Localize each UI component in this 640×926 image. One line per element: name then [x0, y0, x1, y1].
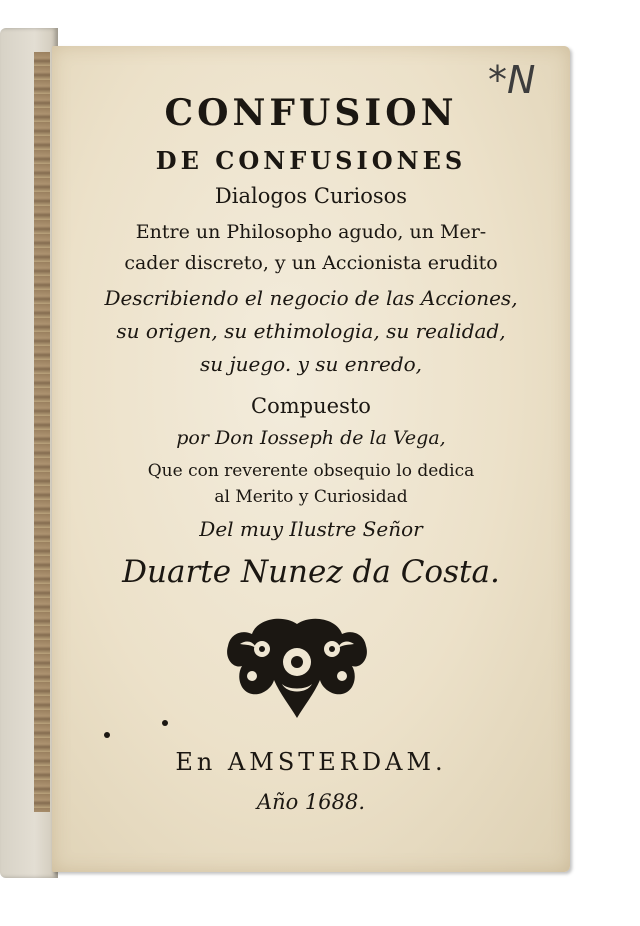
- subtitle-line: Dialogos Curiosos: [214, 184, 408, 208]
- text-line-5: cader discreto, y un Accionista erudito: [124, 252, 498, 274]
- printers-ornament-icon: [222, 614, 372, 724]
- dedicatee-intro: Del muy Ilustre Señor: [199, 517, 423, 541]
- title-line-1: CONFUSION: [164, 92, 458, 134]
- print-mark-dot: [162, 720, 168, 726]
- text-line-8: su juego. y su enredo,: [199, 352, 423, 376]
- handwritten-shelfmark: *N: [488, 58, 536, 102]
- dedication-line-1: Que con reverente obsequio lo dedica: [147, 461, 475, 481]
- dedication-line-2: al Merito y Curiosidad: [214, 487, 408, 507]
- author-line: por Don Iosseph de la Vega,: [176, 427, 446, 449]
- imprint-year: Año 1688.: [256, 790, 366, 814]
- text-line-4: Entre un Philosopho agudo, un Mer-: [135, 221, 487, 243]
- text-line-6: Describiendo el negocio de las Acciones,: [104, 286, 518, 310]
- imprint-place: En AMSTERDAM.: [175, 748, 447, 776]
- title-line-2: DE CONFUSIONES: [155, 146, 467, 175]
- compuesto-line: Compuesto: [251, 394, 371, 418]
- text-line-7: su origen, su ethimologia, su realidad,: [116, 319, 506, 343]
- print-mark-dot: [104, 732, 110, 738]
- dedicatee-name: Duarte Nunez da Costa.: [122, 554, 500, 590]
- book-spine-binding: [34, 52, 50, 812]
